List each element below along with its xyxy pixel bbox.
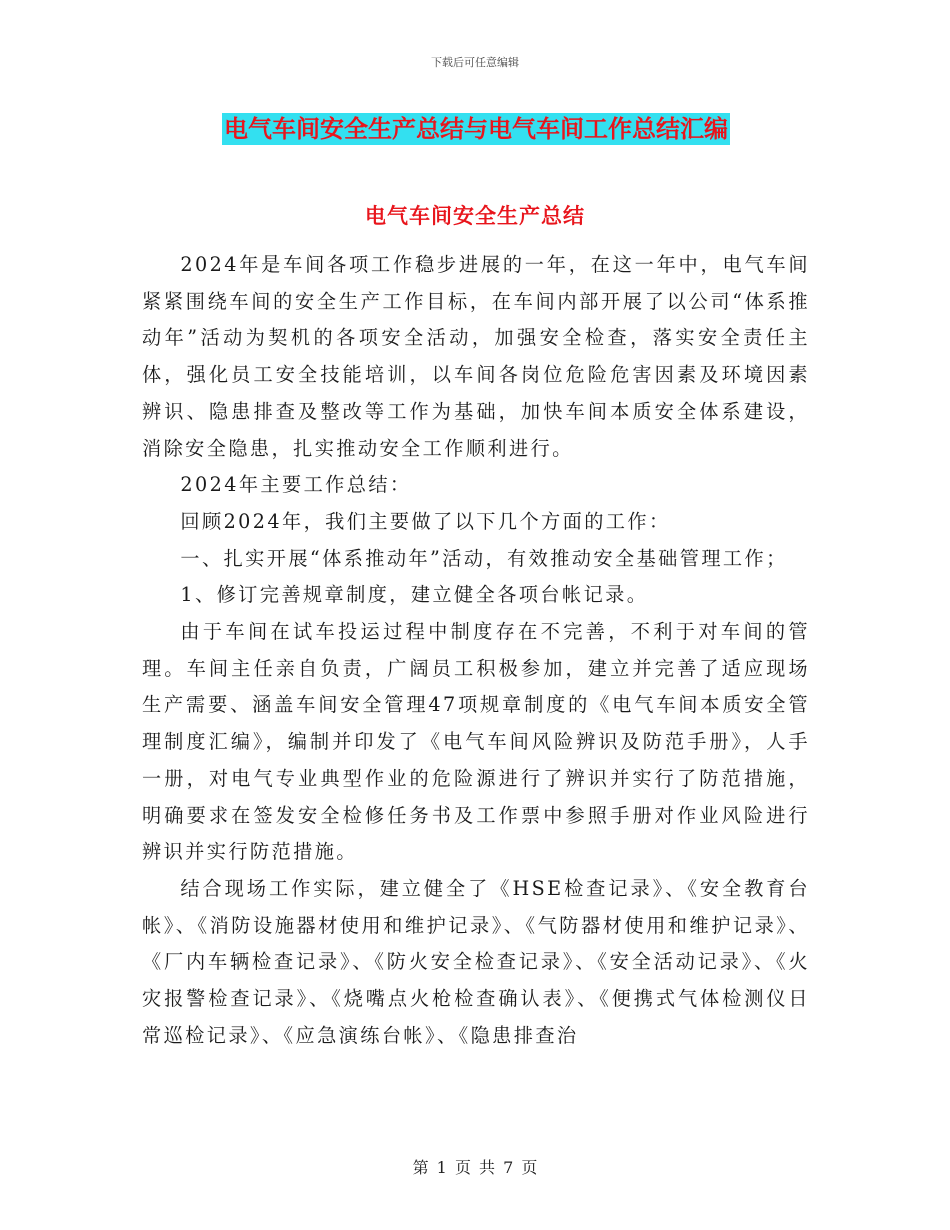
header-note: 下载后可任意编辑: [431, 56, 519, 69]
main-title: 电气车间安全生产总结与电气车间工作总结汇编: [224, 115, 728, 143]
main-title-container: [222, 113, 730, 145]
section-title: 电气车间安全生产总结: [365, 204, 585, 228]
body-text: [142, 247, 810, 1054]
paragraph-regulations: 由于车间在试车投运过程中制度存在不完善，不利于对车间的管理。车间主任亲自负责，广阔员工积极参加，建立并完善了适应现场生产需要、涵盖车间安全管理47项规章制度的《电气车间本质安全管理制度汇编》，编制并印发了《电气车间风险辨识及防范手册》，人手一册，对电气专业典型作业的危险源进行了辨识并实行了防范措施，明确要求在签发安全检修任务书及工作票中参照手册对作业风险进行辨识并实行防范措施。: [142, 620, 810, 864]
paragraph-intro: 2024年是车间各项工作稳步进展的一年，在这一年中，电气车间紧紧围绕车间的安全生产工作目标，在车间内部开展了以公司“体系推动年”活动为契机的各项安全活动，加强安全检查，落实安全责任主体，强化员工安全技能培训，以车间各岗位危险危害因素及环境因素辨识、隐患排查及整改等工作为基础，加快车间本质安全体系建设，消除安全隐患，扎实推动安全工作顺利进行。: [142, 253, 810, 460]
paragraph-item-one: 1、修订完善规章制度，建立健全各项台帐记录。: [180, 583, 649, 607]
paragraph-review: 回顾2024年，我们主要做了以下几个方面的工作：: [180, 509, 671, 533]
paragraph-section-one: 一、扎实开展“体系推动年”活动，有效推动安全基础管理工作；: [180, 546, 788, 570]
page-footer: 第 1 页 共 7 页: [412, 1158, 538, 1177]
paragraph-summary-heading: 2024年主要工作总结：: [180, 473, 412, 497]
paragraph-records: 结合现场工作实际，建立健全了《HSE检查记录》、《安全教育台帐》、《消防设施器材使用和维护记录》、《气防器材使用和维护记录》、《厂内车辆检查记录》、《防火安全检查记录》、《安全活动记录》、《火灾报警检查记录》、《烧嘴点火枪检查确认表》、《便携式气体检测仪日常巡检记录》、《应急演练台帐》、《隐患排查治: [142, 876, 810, 1047]
